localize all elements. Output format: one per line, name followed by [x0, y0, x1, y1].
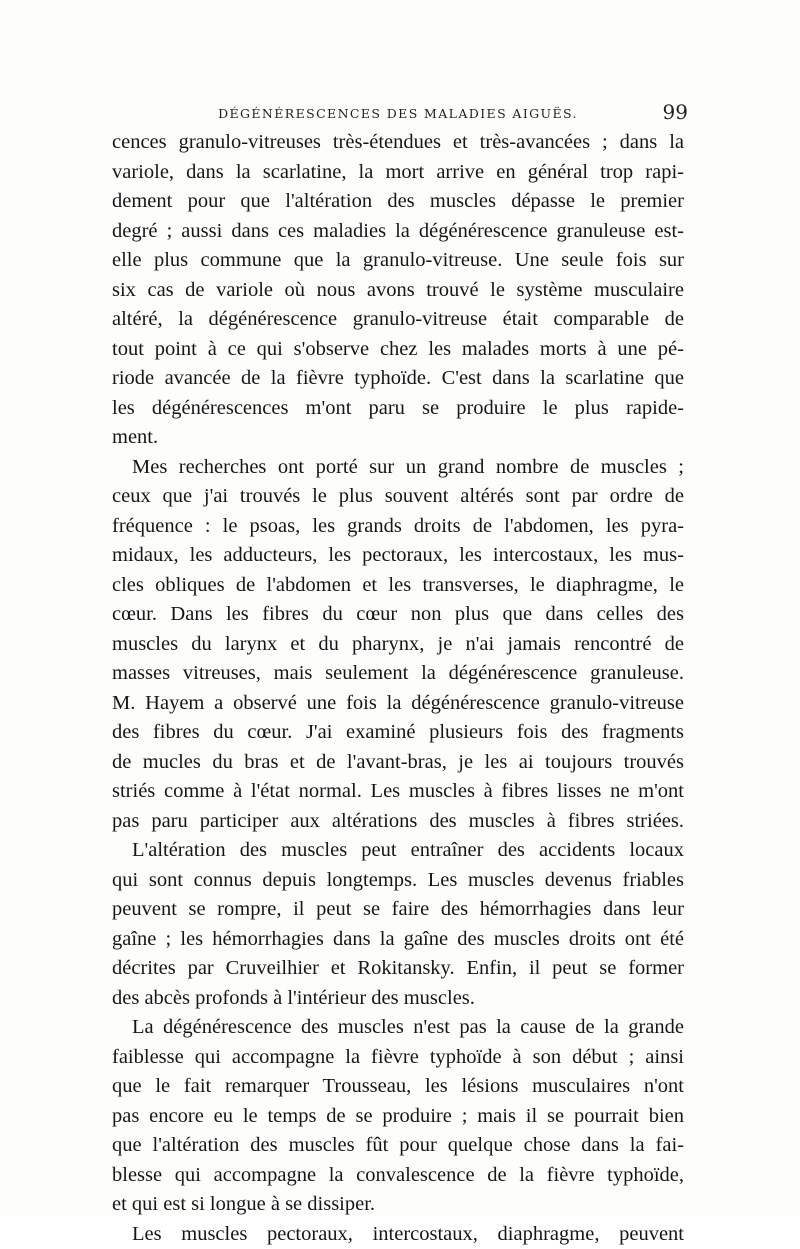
paragraph-3 [112, 836, 684, 1013]
text-line: gaîne ; les hémorrhagies dans la gaîne des muscles droits ont été [112, 925, 684, 955]
text-line: cences granulo-vitreuses très-étendues et très-avancées ; dans la [112, 128, 684, 158]
paragraph-2 [112, 453, 684, 837]
text-line: peuvent se rompre, il peut se faire des hémorrhagies dans leur [112, 895, 684, 925]
text-line: des abcès profonds à l'intérieur des muscles. [112, 984, 684, 1014]
text-line: des fibres du cœur. J'ai examiné plusieurs fois des fragments [112, 718, 684, 748]
text-line: pas encore eu le temps de se produire ; mais il se pourrait bien [112, 1102, 684, 1132]
paragraph-4 [112, 1013, 684, 1220]
text-line: variole, dans la scarlatine, la mort arrive en général trop rapi- [112, 158, 684, 188]
body-text [112, 128, 684, 1249]
text-line: ment. [112, 423, 684, 453]
text-line: pas paru participer aux altérations des muscles à fibres striées. [112, 807, 684, 837]
text-line: muscles du larynx et du pharynx, je n'ai jamais rencontré de [112, 630, 684, 660]
text-line: six cas de variole où nous avons trouvé le système musculaire [112, 276, 684, 306]
text-line: L'altération des muscles peut entraîner des accidents locaux [112, 836, 684, 866]
text-line: faiblesse qui accompagne la fièvre typhoïde à son début ; ainsi [112, 1043, 684, 1073]
running-title: DÉGÉNÉRESCENCES DES MALADIES AIGUËS. [112, 106, 684, 121]
text-line: M. Hayem a observé une fois la dégénérescence granulo-vitreuse [112, 689, 684, 719]
text-line: degré ; aussi dans ces maladies la dégénérescence granuleuse est- [112, 217, 684, 247]
text-line: midaux, les adducteurs, les pectoraux, les intercostaux, les mus- [112, 541, 684, 571]
text-line: et qui est si longue à se dissiper. [112, 1190, 684, 1220]
text-line: masses vitreuses, mais seulement la dégénérescence granuleuse. [112, 659, 684, 689]
text-line: qui sont connus depuis longtemps. Les muscles devenus friables [112, 866, 684, 896]
text-line: cles obliques de l'abdomen et les transverses, le diaphragme, le [112, 571, 684, 601]
text-line: riode avancée de la fièvre typhoïde. C'est dans la scarlatine que [112, 364, 684, 394]
text-line: tout point à ce qui s'observe chez les malades morts à une pé- [112, 335, 684, 365]
text-line: elle plus commune que la granulo-vitreuse. Une seule fois sur [112, 246, 684, 276]
paragraph-1 [112, 128, 684, 453]
text-line: fréquence : le psoas, les grands droits de l'abdomen, les pyra- [112, 512, 684, 542]
text-line: de mucles du bras et de l'avant-bras, je les ai toujours trouvés [112, 748, 684, 778]
text-line: décrites par Cruveilhier et Rokitansky. Enfin, il peut se former [112, 954, 684, 984]
text-line: La dégénérescence des muscles n'est pas la cause de la grande [112, 1013, 684, 1043]
text-line: dement pour que l'altération des muscles dépasse le premier [112, 187, 684, 217]
text-line: Mes recherches ont porté sur un grand nombre de muscles ; [112, 453, 684, 483]
text-line: cœur. Dans les fibres du cœur non plus que dans celles des [112, 600, 684, 630]
paragraph-5 [112, 1220, 684, 1249]
text-line: blesse qui accompagne la convalescence de la fièvre typhoïde, [112, 1161, 684, 1191]
page-number: 99 [663, 100, 688, 124]
running-header [112, 100, 684, 124]
text-line: que l'altération des muscles fût pour quelque chose dans la fai- [112, 1131, 684, 1161]
text-line: striés comme à l'état normal. Les muscles à fibres lisses ne m'ont [112, 777, 684, 807]
text-line: les dégénérescences m'ont paru se produire le plus rapide- [112, 394, 684, 424]
text-line: que le fait remarquer Trousseau, les lésions musculaires n'ont [112, 1072, 684, 1102]
text-line: altéré, la dégénérescence granulo-vitreuse était comparable de [112, 305, 684, 335]
text-line: ceux que j'ai trouvés le plus souvent altérés sont par ordre de [112, 482, 684, 512]
text-line: Les muscles pectoraux, intercostaux, diaphragme, peuvent [112, 1220, 684, 1249]
